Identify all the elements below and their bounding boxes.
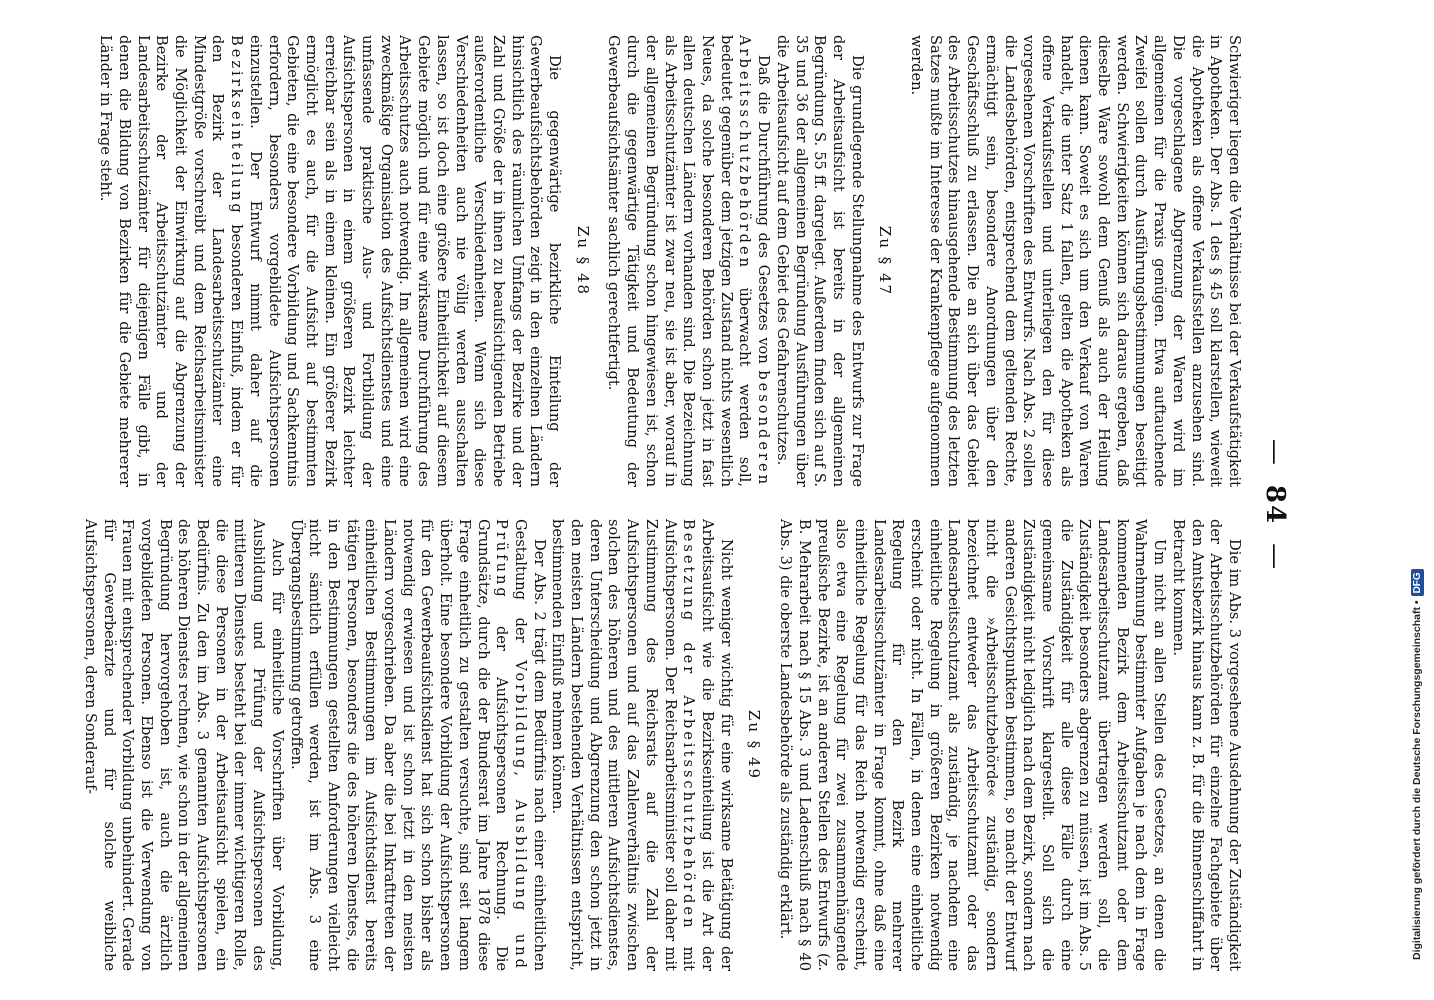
text-run: Die gegenwärtige bezirkliche Einteilung der Gewerbeaufsichtsbehörden zeigt in den einzelnen Ländern hinsichtlich des räumlichen Umfangs der Bezirke und der Zahl und Größe der in ihnen zu beaufsichtigenden Betriebe außerordentliche Verschiedenheiten. Wenn sich diese Verschiedenheiten auch nie völlig werden ausschalten lassen, so ist doch eine größere Einheitlichkeit auf diesem Gebiete möglich und für eine wirksame Durchführung des Arbeitsschutzes auch notwendig. Im allgemeinen wird eine zweckmäßige Organisation des Aufsichtsdienstes und eine umfassende praktische Aus- und Fortbildung der Aufsichtspersonen in einem größeren Bezirk leichter erreichbar sein als in einem kleinen. Ein größerer Bezirk ermöglicht es auch, für die Aufsicht auf bestimmten Gebieten, die eine besondere Vorbildung und Sachkenntnis erfordern, besonders vorgebildete Aufsichtspersonen einzustellen. Der Entwurf nimmt daher auf die (246, 35, 564, 487)
section-heading-49: Zu § 49 (745, 709, 764, 781)
attribution-line (1405, 40, 1429, 960)
text-run: überwacht werden soll, bedeutet gegenüber dem jetzigen Zustand nichts wesentlich Neues, da solche besonderen Behörden schon jetzt in fast allen deutschen Ländern vorhanden sind. Die Bezeichnung als Arbeitsschutzämter ist zwar neu, sie ist aber, worauf in der allgemeinen Begründung schon hingewiesen ist, schon durch die gegenwärtige Tätigkeit und Bedeutung der Gewerbeaufsichtsämter sachlich gerechtfertigt. (605, 35, 754, 487)
section-heading-48: Zu § 48 (573, 225, 592, 297)
right-column (68, 519, 1243, 971)
text-run: Daß die Durchführung des Gesetzes von (755, 55, 773, 371)
text-run: mit Aufsichtspersonen. Der Reichsarbeitsminister soll daher mit Zustimmung des Reichsrats auf die Zahl der Aufsichtspersonen und auf das Zahlenverhältnis zwischen solchen des höheren und des mittleren Aufsichtsdienstes, deren Unterscheidung und Abgrenzung den schon jetzt in den meisten Ländern bestehenden Verhältnissen entspricht, bestimmenden Einfluß nehmen können. (549, 519, 698, 971)
text-run: Nicht weniger wichtig für eine wirksame Betätigung der Arbeitsaufsicht wie die Bezirkseinteilung ist die Art der (699, 519, 735, 971)
paragraph-49-1 (548, 519, 735, 971)
spaced-term: besonderen Arbeitsschutzbehörden (736, 35, 773, 487)
header-dash-right: — (1260, 543, 1290, 572)
paragraph-49-2 (286, 519, 548, 971)
page-header (1255, 35, 1295, 975)
page-number: 84 (1260, 484, 1290, 526)
attribution-text: Digitalisierung gefördert durch die Deutsche Forschungsgemeinschaft • (1411, 600, 1423, 960)
text-run: Der Abs. 2 trägt dem Bedürfnis nach einer einheitlichen Gestaltung der (511, 519, 548, 971)
digitization-attribution (1405, 40, 1429, 960)
rotated-page-content (65, 35, 1295, 975)
paragraph-48-2: Die im Abs. 3 vorgesehene Ausdehnung der Zuständigkeit der Arbeitsschutzbehörden für einzelne Fachgebiete über den Amtsbezirk hinaus kann z. B. für die Binnenschiffahrt in Betracht kommen. (1169, 519, 1243, 971)
paragraph-47-1: Die grundlegende Stellungnahme des Entwurfs zur Frage der Arbeitsaufsicht ist bereits in der allgemeinen Begründung S. 55 ff. dargelegt. Außerdem finden sich auf S. 35 und 36 der allgemeinen Begründung Ausführungen über die Arbeitsaufsicht auf dem Gebiet des Gefahrenschutzes. (773, 35, 866, 487)
paragraph-47-2 (604, 35, 772, 487)
paragraph-apotheken: Schwieriger liegen die Verhältnisse bei der Verkaufstätigkeit in Apotheken. Der Abs. 1 des § 45 soll klarstellen, wieweit die Apotheken als offene Verkaufsstellen anzusehen sind. Die vorgeschlagene Abgrenzung der Waren wird im allgemeinen für die Praxis genügen. Etwa auftauchende Zweifel sollen durch Ausführungsbestimmungen beseitigt werden. Schwierigkeiten können sich daraus ergeben, daß dieselbe Ware sowohl dem Genuß als auch der Heilung dienen kann. Soweit es sich um den Verkauf von Waren handelt, die unter Satz 1 fallen, gelten die Apotheken als offene Verkaufsstellen und unterliegen den für diese vorgesehenen Vorschriften des Entwurfs. Nach Abs. 2 sollen die Landesbehörden, entsprechend dem geltenden Rechte, ermächtigt sein, besondere Anordnungen über den Geschäftsschluß zu erlassen. Die an sich über das Gebiet des Arbeitsschutzes hinausgehende Bestimmung des letzten Satzes mußte im Interesse der Krankenpflege aufgenommen werden. (908, 35, 1243, 487)
paragraph-48-3: Um nicht an allen Stellen des Gesetzes, an denen die Wahrnehmung bestimmter Aufgaben je nach dem in Frage kommenden Bezirk dem Arbeitsschutzamt oder dem Landesarbeitsschutzamt übertragen werden soll, die Zuständigkeit besonders abgrenzen zu müssen, ist im Abs. 5 die Zuständigkeit für alle diese Fälle durch eine gemeinsame Vorschrift klargestellt. Soll sich die Zuständigkeit nicht lediglich nach dem Bezirk, sondern nach anderen Gesichtspunkten bestimmen, so macht der Entwurf nicht die »Arbeitsschutzbehörde« zuständig, sondern bezeichnet entweder das Arbeitsschutzamt oder das Landesarbeitsschutzamt als zuständig, je nachdem eine einheitliche Regelung in größeren Bezirken notwendig erscheint oder nicht. In Fällen, in denen eine einheitliche Regelung für den Bezirk mehrerer Landesarbeitsschutzämter in Frage kommt, ohne daß eine einheitliche Regelung für das Reich notwendig erscheint, also etwa eine Regelung für zwei zusammenhängende preußische Bezirke, ist an anderen Stellen des Entwurfs (z. B. Mehrarbeit nach § 15 Abs. 3 und Ladenschluß nach § 40 Abs. 3) die oberste Landesbehörde als zuständig erklärt. (777, 519, 1169, 971)
section-heading-47: Zu § 47 (876, 225, 895, 297)
left-column (68, 35, 1243, 487)
spaced-term: Vorbildung, Ausbildung und Prüfung (493, 519, 529, 971)
paragraph-49-3: Auch für einheitliche Vorschriften über Vorbildung, Ausbildung und Prüfung der Aufsichtspersonen des mittleren Dienstes besteht bei der immer wichtigeren Rolle, die diese Personen in der Arbeitsaufsicht spielen, ein Bedürfnis. Zu den im Abs. 3 genannten Aufsichtspersonen des höheren Dienstes rechnen, wie schon in der allgemeinen Begründung hervorgehoben ist, auch die ärztlich vorgebildeten Personen. Ebenso ist die Verwendung von Frauen mit entsprechender Vorbildung unbehindert. Gerade für Gewerbeärzte und für solche weibliche Aufsichtspersonen, deren Sonderauf- (81, 519, 286, 971)
header-dash-left: — (1260, 438, 1290, 467)
spaced-term: Besetzung der Arbeitsschutzbehörden (680, 519, 698, 931)
text-run: besonderen Einfluß, indem er für den Bezirk der Landesarbeitsschutzämter eine Mindestgröße vorschreibt und dem Reichsarbeitsminister die Möglichkeit der Einwirkung auf die Abgrenzung der Bezirke der Arbeitsschutzämter und der Landesarbeitsschutzämter für diejenigen Fälle gibt, in denen die Bildung von Bezirken für die Gebiete mehrerer Länder in Frage steht. (97, 35, 246, 487)
spaced-term: Bezirkseinteilung (228, 35, 246, 216)
dfg-logo: DFG (1411, 569, 1424, 596)
paragraph-48-1 (96, 35, 564, 487)
text-run: der Aufsichtspersonen Rechnung. Die Grundsätze, durch die der Bundesrat im Jahre 1878 diese Frage einheitlich zu gestalten versuchte, sind seit langem überholt. Eine besondere Vorbildung der Aufsichtspersonen für den Gewerbeaufsichtsdienst hat sich schon bisher als notwendig erwiesen und ist schon jetzt in den meisten Ländern vorgeschrieben. Da aber die bei Inkrafttreten der einheitlichen Bestimmungen im Aufsichtsdienst bereits tätigen Personen, besonders die des höheren Dienstes, die in den Bestimmungen gestellten Anforderungen vielleicht nicht sämtlich erfüllen werden, ist im Abs. 3 eine Übergangsbestimmung getroffen. (287, 519, 511, 971)
